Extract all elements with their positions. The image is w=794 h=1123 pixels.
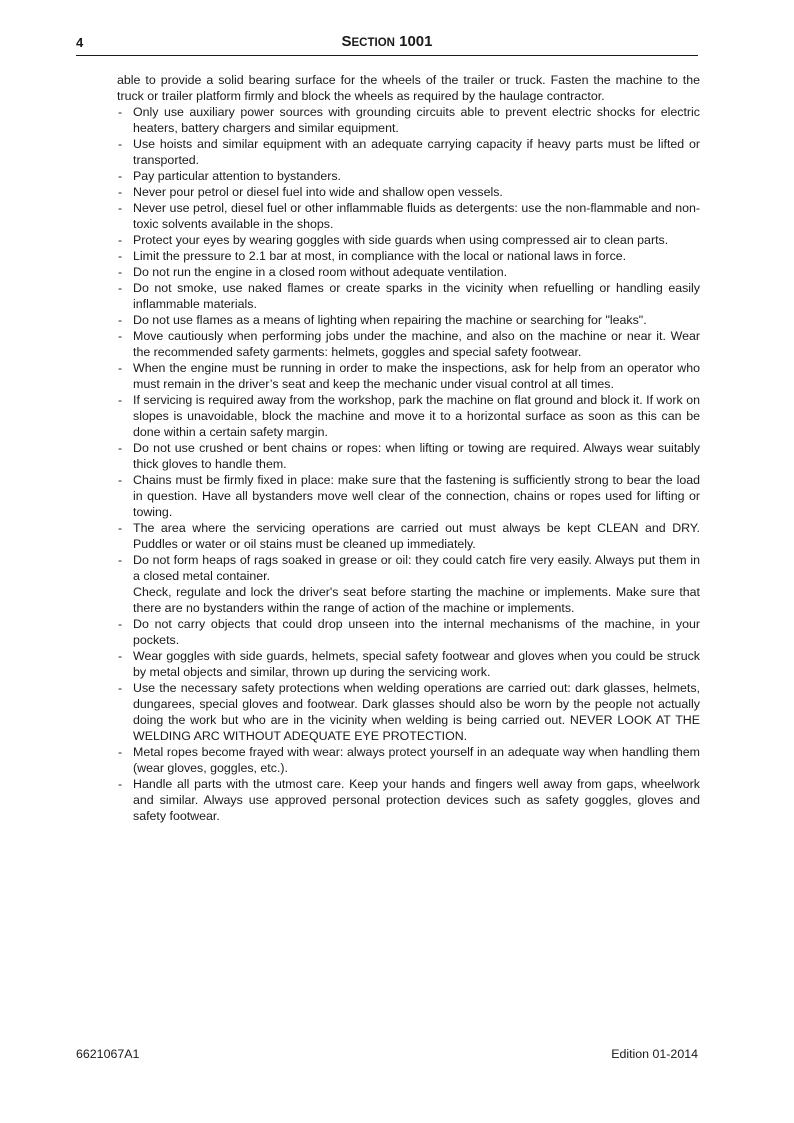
list-item-text: Handle all parts with the utmost care. Keep your hands and fingers well away from gaps, wheelwork and similar. Always use approved personal protection devices such as safety goggles, gloves and safety footwear. xyxy=(133,777,700,823)
list-item xyxy=(117,552,700,584)
bullet-dash: - xyxy=(118,233,123,247)
bullet-dash: - xyxy=(118,105,123,119)
list-item xyxy=(117,440,700,472)
bullet-dash: - xyxy=(118,473,123,487)
list-item-text: When the engine must be running in order to make the inspections, ask for help from an operator who must remain in the driver’s seat and keep the mechanic under visual control at all times. xyxy=(133,361,700,391)
bullet-dash: - xyxy=(118,393,123,407)
list-item-text: Do not run the engine in a closed room without adequate ventilation. xyxy=(133,265,508,279)
list-item-text: If servicing is required away from the workshop, park the machine on flat ground and block it. If work on slopes is unavoidable, block the machine and move it to a horizontal surface as soon as this can be done within a certain safety margin. xyxy=(133,393,700,439)
bullet-dash: - xyxy=(118,137,123,151)
list-item xyxy=(117,680,700,744)
section-title xyxy=(76,33,698,50)
bullet-dash: - xyxy=(118,185,123,199)
list-item-text: Do not smoke, use naked flames or create sparks in the vicinity when refuelling or handling easily inflammable materials. xyxy=(133,281,700,311)
list-item-text: Wear goggles with side guards, helmets, special safety footwear and gloves when you could be struck by metal objects and similar, thrown up during the servicing work. xyxy=(133,649,700,679)
intro-paragraph: able to provide a solid bearing surface for the wheels of the trailer or truck. Fasten the machine to the truck or trailer platform firmly and block the wheels as required by the haulage contractor. xyxy=(117,73,700,103)
bullet-dash: - xyxy=(118,281,123,295)
list-item xyxy=(117,744,700,776)
bullet-dash: - xyxy=(118,201,123,215)
list-item xyxy=(117,104,700,136)
list-item xyxy=(117,312,700,328)
page-header xyxy=(76,33,698,56)
list-item-text: Metal ropes become frayed with wear: always protect yourself in an adequate way when handling them (wear gloves, goggles, etc.). xyxy=(133,745,700,775)
list-item-text: Do not carry objects that could drop unseen into the internal mechanisms of the machine, in your pockets. xyxy=(133,617,700,647)
list-item xyxy=(117,776,700,824)
list-item-text: The area where the servicing operations are carried out must always be kept CLEAN and DRY. Puddles or water or oil stains must be cleaned up immediately. xyxy=(133,521,700,551)
bullet-dash: - xyxy=(118,617,123,631)
list-item-text: Protect your eyes by wearing goggles with side guards when using compressed air to clean parts. xyxy=(133,233,669,247)
bullet-dash: - xyxy=(118,329,123,343)
list-item xyxy=(117,168,700,184)
list-item xyxy=(117,264,700,280)
bullet-dash: - xyxy=(118,313,123,327)
list-item xyxy=(117,392,700,440)
list-item xyxy=(117,472,700,520)
list-item-text: Do not use crushed or bent chains or ropes: when lifting or towing are required. Always wear suitably thick gloves to handle them. xyxy=(133,441,700,471)
bullet-dash: - xyxy=(118,649,123,663)
bullet-dash: - xyxy=(118,361,123,375)
list-item-text: Do not use flames as a means of lighting when repairing the machine or searching for "leaks". xyxy=(133,313,647,327)
continuation-paragraph: Check, regulate and lock the driver's seat before starting the machine or implements. Make sure that there are no bystanders within the range of action of the machine or implements. xyxy=(133,585,700,615)
bullet-dash: - xyxy=(118,553,123,567)
safety-list xyxy=(117,104,700,824)
list-item xyxy=(117,280,700,312)
page-number: 4 xyxy=(76,35,84,50)
bullet-dash: - xyxy=(118,265,123,279)
list-item-text: Pay particular attention to bystanders. xyxy=(133,169,342,183)
list-item xyxy=(117,520,700,552)
list-item-text: Use the necessary safety protections when welding operations are carried out: dark glasses, helmets, dungarees, special gloves and footwear. Dark glasses should also be worn by the people not actually doing the work but who are in the vicinity when welding is being carried out. NEVER LOOK AT THE WELDING ARC WITHOUT ADEQUATE EYE PROTECTION. xyxy=(133,681,700,743)
list-item xyxy=(117,200,700,232)
list-item xyxy=(117,616,700,648)
body-text xyxy=(117,72,700,824)
list-item-text: Never pour petrol or diesel fuel into wide and shallow open vessels. xyxy=(133,185,503,199)
bullet-dash: - xyxy=(118,249,123,263)
section-number: 1001 xyxy=(399,33,433,50)
section-word-initial: S xyxy=(341,33,352,50)
bullet-dash: - xyxy=(118,441,123,455)
section-word-rest: ECTION xyxy=(351,37,395,49)
list-item-text: Chains must be firmly fixed in place: make sure that the fastening is sufficiently strong to bear the load in question. Have all bystanders move well clear of the connection, chains or ropes used for lifting or towing. xyxy=(133,473,700,519)
list-item xyxy=(117,328,700,360)
list-item xyxy=(117,360,700,392)
edition-label: Edition 01-2014 xyxy=(611,1047,698,1061)
list-item-text: Do not form heaps of rags soaked in grease or oil: they could catch fire very easily. Always put them in a closed metal container. xyxy=(133,553,700,583)
list-item-text: Only use auxiliary power sources with grounding circuits able to prevent electric shocks for electric heaters, battery chargers and similar equipment. xyxy=(133,105,700,135)
bullet-dash: - xyxy=(118,745,123,759)
bullet-dash: - xyxy=(118,169,123,183)
list-item xyxy=(117,184,700,200)
list-item xyxy=(117,136,700,168)
list-item-text: Limit the pressure to 2.1 bar at most, in compliance with the local or national laws in force. xyxy=(133,249,627,263)
list-item-text: Move cautiously when performing jobs under the machine, and also on the machine or near it. Wear the recommended safety garments: helmets, goggles and special safety footwear. xyxy=(133,329,700,359)
bullet-dash: - xyxy=(118,777,123,791)
list-item-text: Use hoists and similar equipment with an adequate carrying capacity if heavy parts must be lifted or transported. xyxy=(133,137,700,167)
bullet-dash: - xyxy=(118,681,123,695)
document-number: 6621067A1 xyxy=(76,1047,140,1061)
list-item-text: Never use petrol, diesel fuel or other inflammable fluids as detergents: use the non-flammable and non-toxic solvents available in the shops. xyxy=(133,201,700,231)
bullet-dash: - xyxy=(118,521,123,535)
list-item xyxy=(117,248,700,264)
list-item xyxy=(117,648,700,680)
list-item xyxy=(117,232,700,248)
